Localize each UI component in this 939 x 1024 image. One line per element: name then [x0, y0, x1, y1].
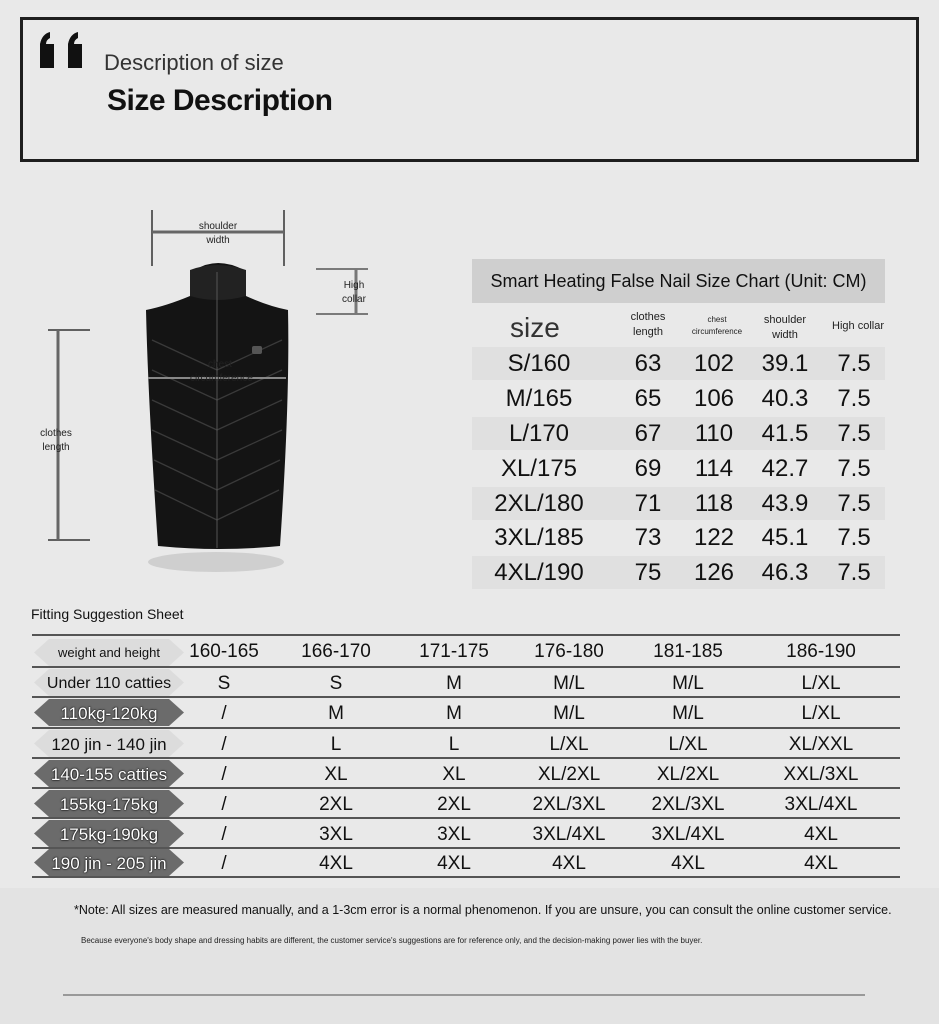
- length-cell: 65: [634, 385, 662, 412]
- height-header: 181-185: [653, 641, 723, 662]
- fit-cell: 4XL: [552, 853, 586, 874]
- fit-cell: 2XL: [319, 794, 353, 815]
- note-primary: *Note: All sizes are measured manually, and a 1-3cm error is a normal phenomenon. If you are unsure, you can consult the online customer service.: [74, 903, 892, 917]
- high-collar-label: High collar: [342, 280, 366, 305]
- fit-cell: 4XL: [437, 853, 471, 874]
- chest-cell: 102: [693, 350, 735, 377]
- fit-cell: XL/2XL: [656, 764, 720, 785]
- size-column-header: size: [510, 312, 560, 343]
- table-row: [472, 521, 885, 554]
- shoulder-cell: 39.1: [761, 350, 809, 377]
- fit-cell: 2XL: [437, 794, 471, 815]
- size-chart-title: Smart Heating False Nail Size Chart (Unit: CM): [490, 271, 867, 291]
- collar-cell: 7.5: [837, 559, 871, 586]
- fit-cell: 2XL/3XL: [651, 794, 725, 815]
- divider: [32, 634, 900, 636]
- length-cell: 63: [634, 350, 662, 377]
- height-header: 166-170: [301, 641, 371, 662]
- fit-cell: XL/XXL: [788, 734, 854, 755]
- fitting-sheet-title: Fitting Suggestion Sheet: [31, 606, 184, 622]
- collar-cell: 7.5: [837, 385, 871, 412]
- fit-cell: 4XL: [671, 853, 705, 874]
- corner-label: weight and height: [58, 645, 160, 660]
- shoulder-width-header: shoulder width: [763, 314, 807, 341]
- clothes-length-header: clothes length: [630, 311, 666, 338]
- table-row: [472, 487, 885, 520]
- table-row: [472, 452, 885, 485]
- fit-cell: 4XL: [804, 853, 838, 874]
- fit-cell: L/XL: [801, 673, 841, 694]
- size-cell: XL/175: [500, 455, 578, 482]
- fit-cell: L: [330, 734, 342, 755]
- fit-cell: 4XL: [319, 853, 353, 874]
- length-cell: 69: [634, 455, 662, 482]
- fit-cell: 4XL: [804, 824, 838, 845]
- length-cell: 71: [634, 490, 662, 517]
- collar-cell: 7.5: [837, 490, 871, 517]
- size-cell: L/170: [508, 420, 570, 447]
- fit-cell: XXL/3XL: [783, 764, 859, 785]
- fit-cell: L/XL: [549, 734, 589, 755]
- shoulder-cell: 40.3: [761, 385, 809, 412]
- length-cell: 73: [634, 524, 662, 551]
- chest-cell: 114: [694, 455, 734, 482]
- chest-cell: 122: [693, 524, 735, 551]
- shoulder-cell: 43.9: [761, 490, 809, 517]
- size-cell: 4XL/190: [494, 559, 584, 586]
- fit-cell: 3XL: [437, 824, 471, 845]
- size-cell: 3XL/185: [494, 524, 584, 551]
- weight-label: 155kg-175kg: [59, 795, 159, 814]
- chest-cell: 110: [694, 420, 734, 447]
- height-header: 186-190: [786, 641, 856, 662]
- note-secondary: Because everyone's body shape and dressing habits are different, the customer service's suggestions are for reference only, and the decision-making power lies with the buyer.: [81, 936, 703, 945]
- fit-cell: S: [217, 673, 231, 694]
- fit-cell: M: [446, 673, 462, 694]
- fit-cell: S: [329, 673, 343, 694]
- fit-cell: /: [221, 824, 227, 845]
- length-cell: 75: [634, 559, 662, 586]
- fit-cell: L/XL: [668, 734, 708, 755]
- table-row: [472, 556, 885, 589]
- chest-cell: 126: [693, 559, 735, 586]
- fit-cell: /: [221, 734, 227, 755]
- collar-cell: 7.5: [837, 420, 871, 447]
- fit-cell: M: [328, 703, 344, 724]
- height-header: 160-165: [189, 641, 259, 662]
- high-collar-header: High collar: [832, 320, 884, 332]
- table-row: [472, 347, 885, 380]
- fit-cell: /: [221, 764, 227, 785]
- collar-cell: 7.5: [837, 524, 871, 551]
- weight-label: Under 110 catties: [46, 675, 172, 692]
- fit-cell: M/L: [672, 673, 704, 694]
- fit-cell: 2XL/3XL: [532, 794, 606, 815]
- header-subtitle: Description of size: [104, 50, 284, 75]
- fit-cell: L: [448, 734, 460, 755]
- fit-cell: M/L: [672, 703, 704, 724]
- weight-label: 140-155 catties: [50, 765, 168, 784]
- fit-cell: XL: [442, 764, 466, 785]
- weight-label: 190 jin - 205 jin: [51, 854, 167, 873]
- clothes-length-label: clothes length: [40, 428, 72, 453]
- shoulder-cell: 45.1: [761, 524, 809, 551]
- shoulder-cell: 46.3: [761, 559, 809, 586]
- chest-circumference-label: chest circumference: [190, 359, 253, 384]
- fit-cell: /: [221, 853, 227, 874]
- shoulder-width-label: shoulder width: [198, 221, 238, 246]
- fit-cell: M: [446, 703, 462, 724]
- height-header: 176-180: [534, 641, 604, 662]
- chest-cell: 106: [693, 385, 735, 412]
- collar-cell: 7.5: [837, 350, 871, 377]
- size-cell: 2XL/180: [494, 490, 584, 517]
- fit-cell: 3XL/4XL: [651, 824, 725, 845]
- fit-cell: XL/2XL: [537, 764, 601, 785]
- size-cell: S/160: [507, 350, 571, 377]
- table-row: [472, 417, 885, 450]
- collar-cell: 7.5: [837, 455, 871, 482]
- fit-cell: L/XL: [801, 703, 841, 724]
- quote-icon: [38, 30, 90, 70]
- fit-cell: 3XL/4XL: [784, 794, 858, 815]
- weight-label: 110kg-120kg: [60, 704, 158, 723]
- fit-cell: 3XL: [319, 824, 353, 845]
- table-row: [472, 382, 885, 415]
- size-cell: M/165: [505, 385, 573, 412]
- chest-cell: 118: [694, 490, 734, 517]
- fit-cell: /: [221, 794, 227, 815]
- shoulder-cell: 41.5: [761, 420, 809, 447]
- chest-circumference-header: chest circumference: [691, 315, 743, 336]
- fit-cell: M/L: [553, 703, 585, 724]
- shoulder-cell: 42.7: [761, 455, 809, 482]
- fit-cell: 3XL/4XL: [532, 824, 606, 845]
- height-header: 171-175: [419, 641, 489, 662]
- fit-cell: XL: [324, 764, 348, 785]
- vest-diagram: [20, 200, 380, 590]
- weight-label: 120 jin - 140 jin: [51, 735, 167, 754]
- weight-label: 175kg-190kg: [59, 825, 159, 844]
- length-cell: 67: [634, 420, 662, 447]
- fit-cell: M/L: [553, 673, 585, 694]
- header-title: Size Description: [107, 84, 333, 117]
- fit-cell: /: [221, 703, 227, 724]
- footer-divider: [63, 994, 865, 996]
